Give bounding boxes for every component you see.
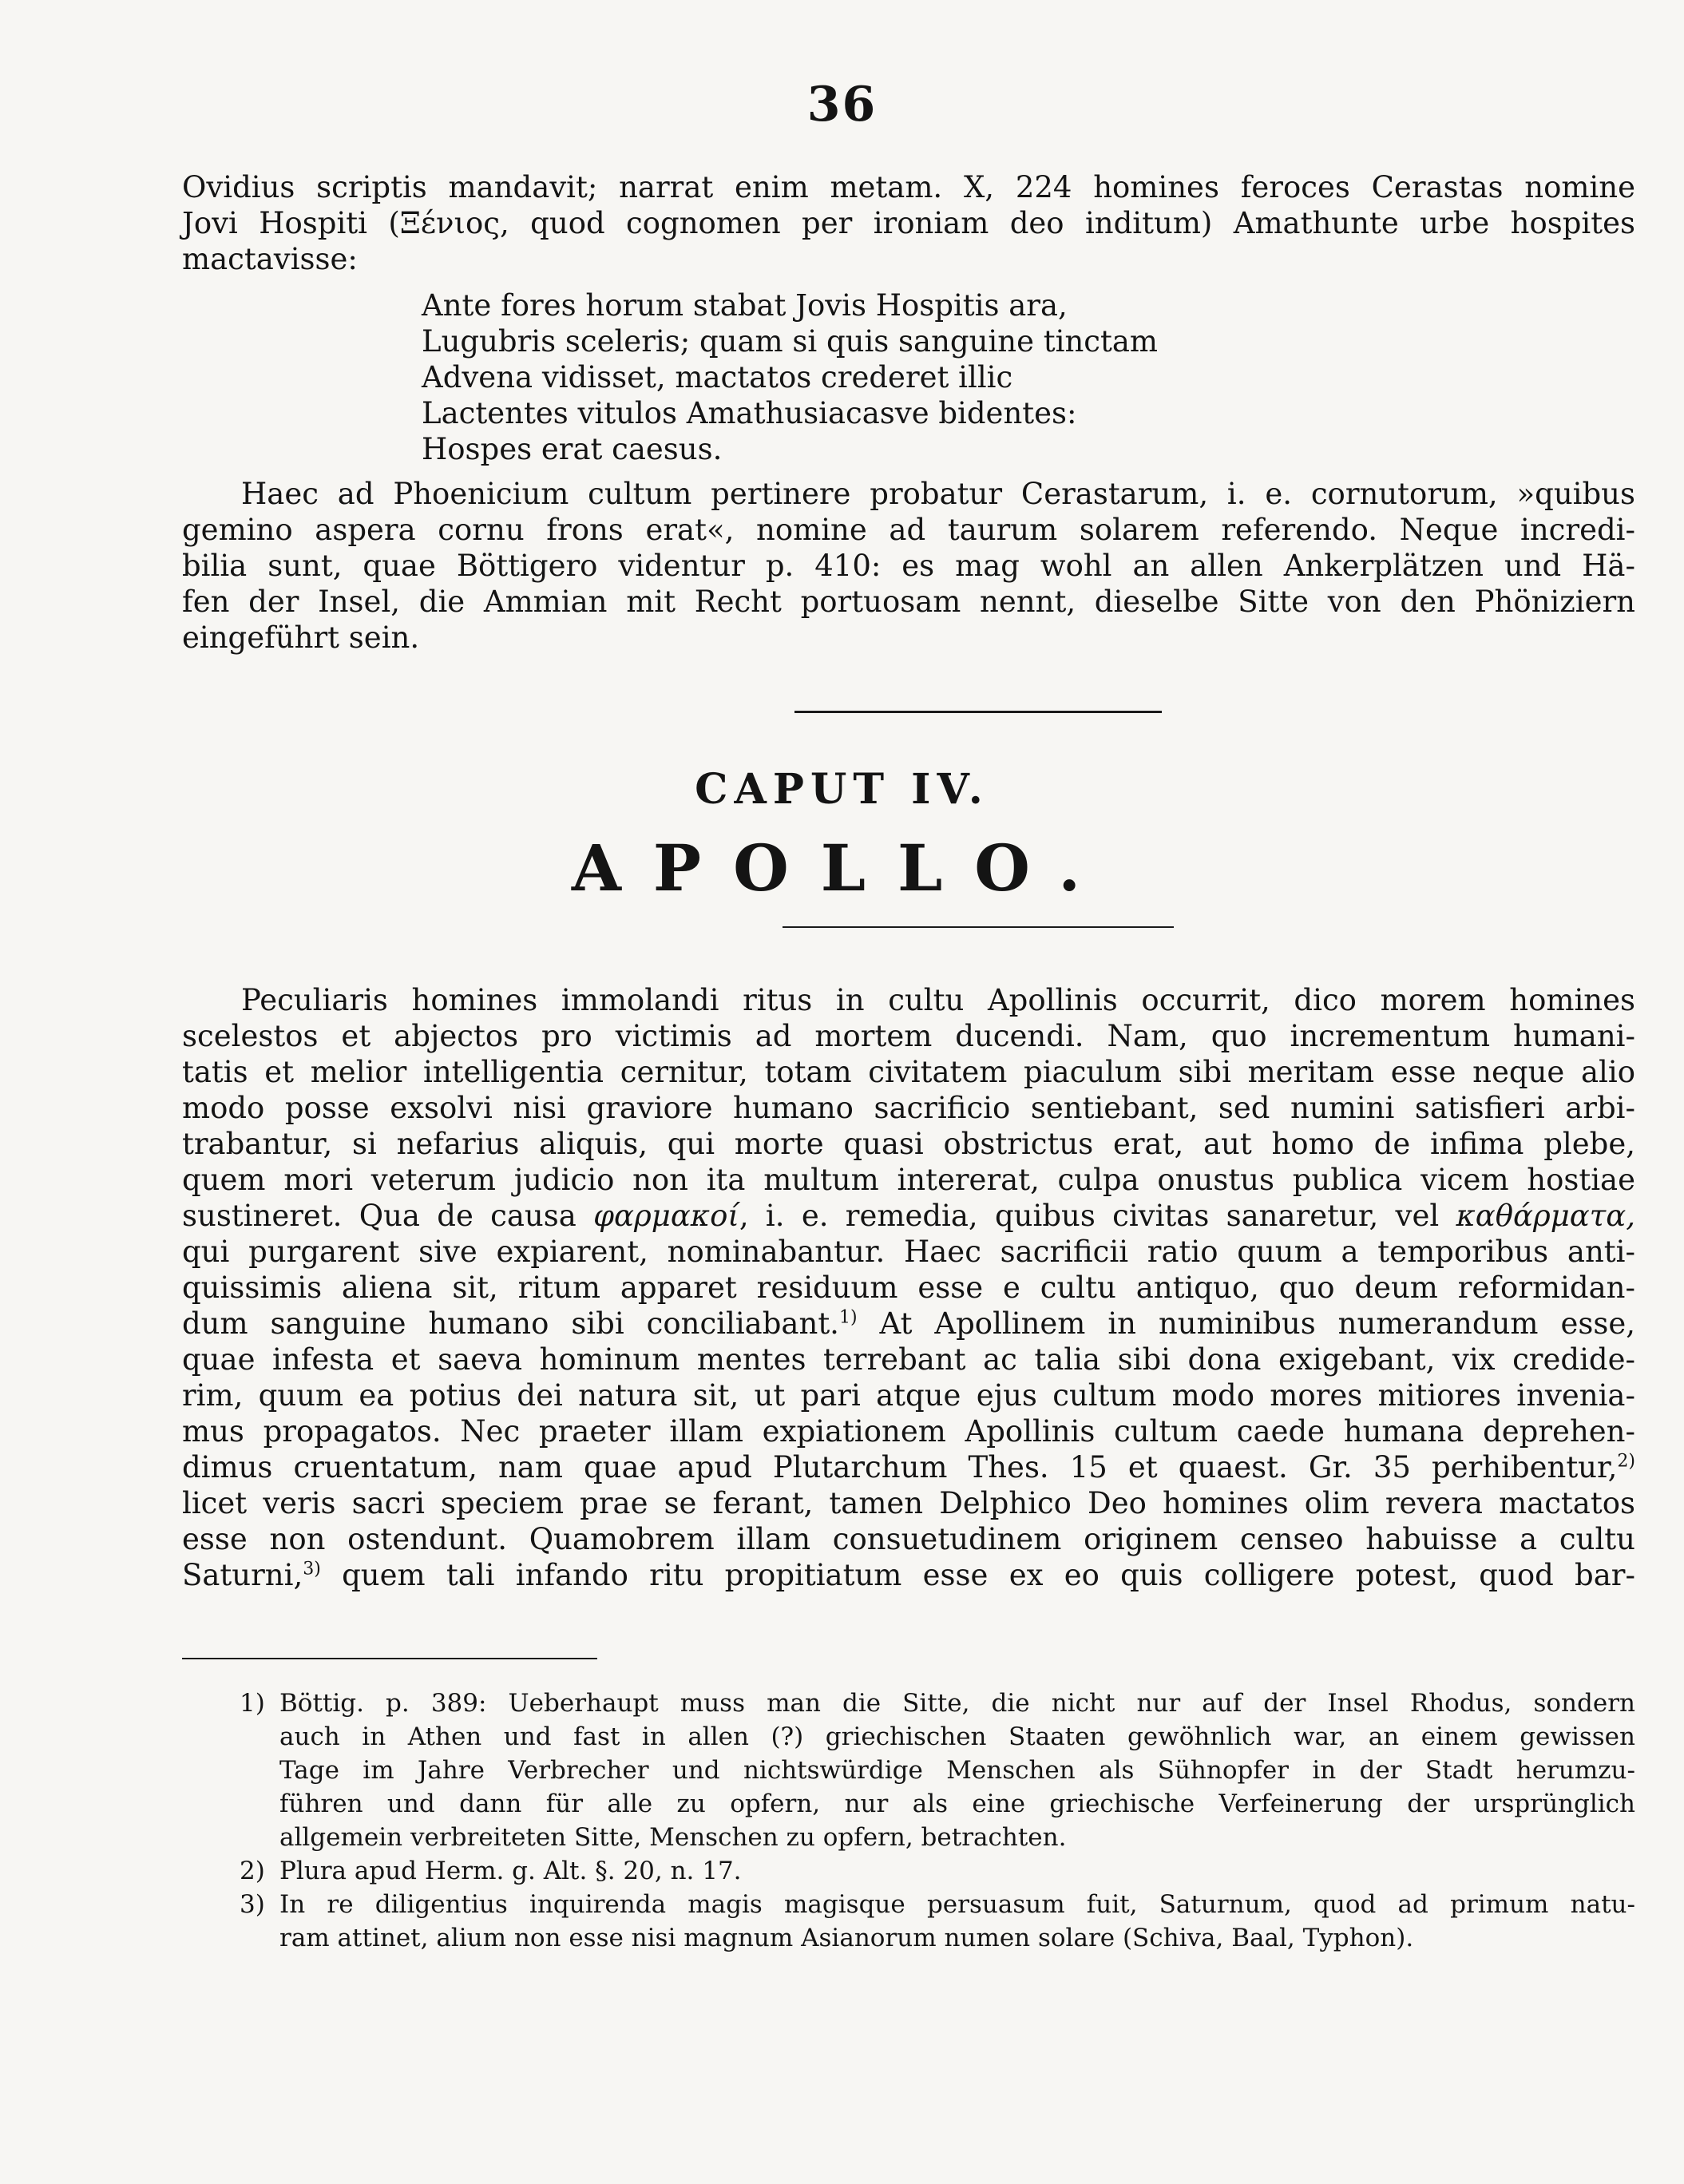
footnote-line: Böttig. p. 389: Ueberhaupt muss man die Sitte, die nicht nur auf der Insel Rhodus, sondern: [279, 1689, 1635, 1718]
greek-term: φαρμακοί: [593, 1199, 739, 1233]
text-line: gemino aspera cornu frons erat«, nomine ad taurum solarem referendo. Neque incredi-: [182, 513, 1635, 547]
text-line: Ovidius scriptis mandavit; narrat enim metam. X, 224 homines feroces Cerastas nomine: [182, 170, 1635, 204]
text-line: Haec ad Phoenicium cultum pertinere probatur Cerastarum, i. e. cornutorum, »quibus: [241, 477, 1635, 511]
text-line: [182, 1198, 1635, 1234]
verse-line: Hospes erat caesus.: [422, 432, 723, 466]
text-line: bilia sunt, quae Böttigero videntur p. 410: es mag wohl an allen Ankerplätzen und Hä-: [182, 549, 1635, 583]
chapter-number: CAPUT IV.: [695, 765, 989, 814]
text-line: mus propagatos. Nec praeter illam expiationem Apollinis cultum caede humana deprehen-: [182, 1414, 1635, 1449]
footnote-ref: 3): [303, 1559, 321, 1580]
verse-line: Lactentes vitulos Amathusiacasve bidentes:: [422, 396, 1077, 430]
text-line: [182, 1557, 1635, 1593]
text-line: quae infesta et saeva hominum mentes terrebant ac talia sibi dona exigebant, vix credide-: [182, 1342, 1635, 1377]
footnote-2: [240, 1854, 1635, 1888]
text-line: [182, 1306, 1635, 1342]
footnote-separator: [182, 1658, 597, 1659]
text-line: licet veris sacri speciem prae se ferant, tamen Delphico Deo homines olim revera mactatos: [182, 1486, 1635, 1520]
footnote-1: [240, 1687, 1635, 1854]
footnote-line: ram attinet, alium non esse nisi magnum Asianorum numen solare (Schiva, Baal, Typhon).: [279, 1924, 1414, 1952]
text-line: quem mori veterum judicio non ita multum intererat, culpa onustus publica vicem hostiae: [182, 1163, 1635, 1197]
verse-line: Lugubris sceleris; quam si quis sanguine tinctam: [422, 324, 1159, 359]
footnote-line: In re diligentius inquirenda magis magisque persuasum fuit, Saturnum, quod ad primum natu-: [279, 1890, 1635, 1919]
text-line: quissimis aliena sit, ritum apparet residuum esse e cultu antiquo, quo deum reformidan-: [182, 1270, 1635, 1305]
text-segment: At Apollinem in numinibus numerandum esse,: [857, 1306, 1635, 1341]
text-line: Peculiaris homines immolandi ritus in cultu Apollinis occurrit, dico morem homines: [241, 983, 1635, 1017]
footnote-3: [240, 1888, 1635, 1955]
chapter-title: APOLLO.: [571, 830, 1113, 906]
text-line: tatis et melior intelligentia cernitur, totam civitatem piaculum sibi meritam esse neque alio: [182, 1055, 1635, 1089]
greek-term: καθάρματα,: [1456, 1199, 1635, 1233]
text-segment: dimus cruentatum, nam quae apud Plutarchum Thes. 15 et quaest. Gr. 35 perhibentur,: [182, 1450, 1618, 1484]
text-line: Jovi Hospiti (Ξένιος, quod cognomen per ironiam deo inditum) Amathunte urbe hospites: [182, 206, 1635, 240]
text-segment: Saturni,: [182, 1558, 303, 1592]
footnote-line: führen und dann für alle zu opfern, nur als eine griechische Verfeinerung der ursprünglich: [279, 1790, 1635, 1818]
text-segment: quem tali infando ritu propitiatum esse ex eo quis colligere potest, quod bar-: [320, 1558, 1635, 1592]
footnote-line: allgemein verbreiteten Sitte, Menschen zu opfern, betrachten.: [279, 1823, 1067, 1852]
text-segment: sustineret. Qua de causa: [182, 1199, 577, 1233]
title-underline: [783, 926, 1174, 928]
text-line: qui purgarent sive expiarent, nominabantur. Haec sacrificii ratio quum a temporibus anti-: [182, 1235, 1635, 1269]
text-segment: , i. e. remedia, quibus civitas sanaretur, vel: [739, 1199, 1440, 1233]
cerastae-paragraph: [182, 476, 1635, 656]
text-line: modo posse exsolvi nisi graviore humano sacrificio sentiebant, sed numini satisfieri arbi-: [182, 1091, 1635, 1125]
footnote-line: Plura apud Herm. g. Alt. §. 20, n. 17.: [279, 1857, 742, 1885]
footnote-number: 1): [240, 1689, 265, 1718]
text-segment: dum sanguine humano sibi conciliabant.: [182, 1306, 839, 1341]
text-line: scelestos et abjectos pro victimis ad mortem ducendi. Nam, quo incrementum humani-: [182, 1019, 1635, 1053]
intro-paragraph: [182, 169, 1635, 277]
page-number: 36: [806, 77, 878, 133]
footnote-line: auch in Athen und fast in allen (?) griechischen Staaten gewöhnlich war, an einem gewissen: [279, 1722, 1635, 1751]
footnote-ref: 2): [1617, 1451, 1635, 1472]
text-line: esse non ostendunt. Quamobrem illam consuetudinem originem censeo habuisse a cultu: [182, 1522, 1635, 1556]
text-line: [182, 1449, 1635, 1485]
footnotes: [240, 1687, 1635, 1955]
verse-quotation: [182, 287, 1635, 467]
footnote-ref: 1): [838, 1307, 858, 1328]
text-line: rim, quum ea potius dei natura sit, ut pari atque ejus cultum modo mores mitiores invenia-: [182, 1378, 1635, 1413]
section-divider: [794, 711, 1162, 713]
text-line: fen der Insel, die Ammian mit Recht portuosam nennt, dieselbe Sitte von den Phöniziern: [182, 585, 1635, 619]
main-paragraph: [182, 982, 1635, 1593]
verse-line: Ante fores horum stabat Jovis Hospitis ara,: [422, 288, 1068, 323]
text-line: mactavisse:: [182, 242, 358, 276]
footnote-number: 2): [240, 1857, 265, 1885]
text-line: eingeführt sein.: [182, 620, 420, 655]
text-line: trabantur, si nefarius aliquis, qui morte quasi obstrictus erat, aut homo de infima plebe,: [182, 1127, 1635, 1161]
footnote-line: Tage im Jahre Verbrecher und nichtswürdige Menschen als Sühnopfer in der Stadt herumzu-: [279, 1756, 1635, 1785]
footnote-number: 3): [240, 1890, 265, 1919]
verse-line: Advena vidisset, mactatos crederet illic: [422, 360, 1013, 394]
